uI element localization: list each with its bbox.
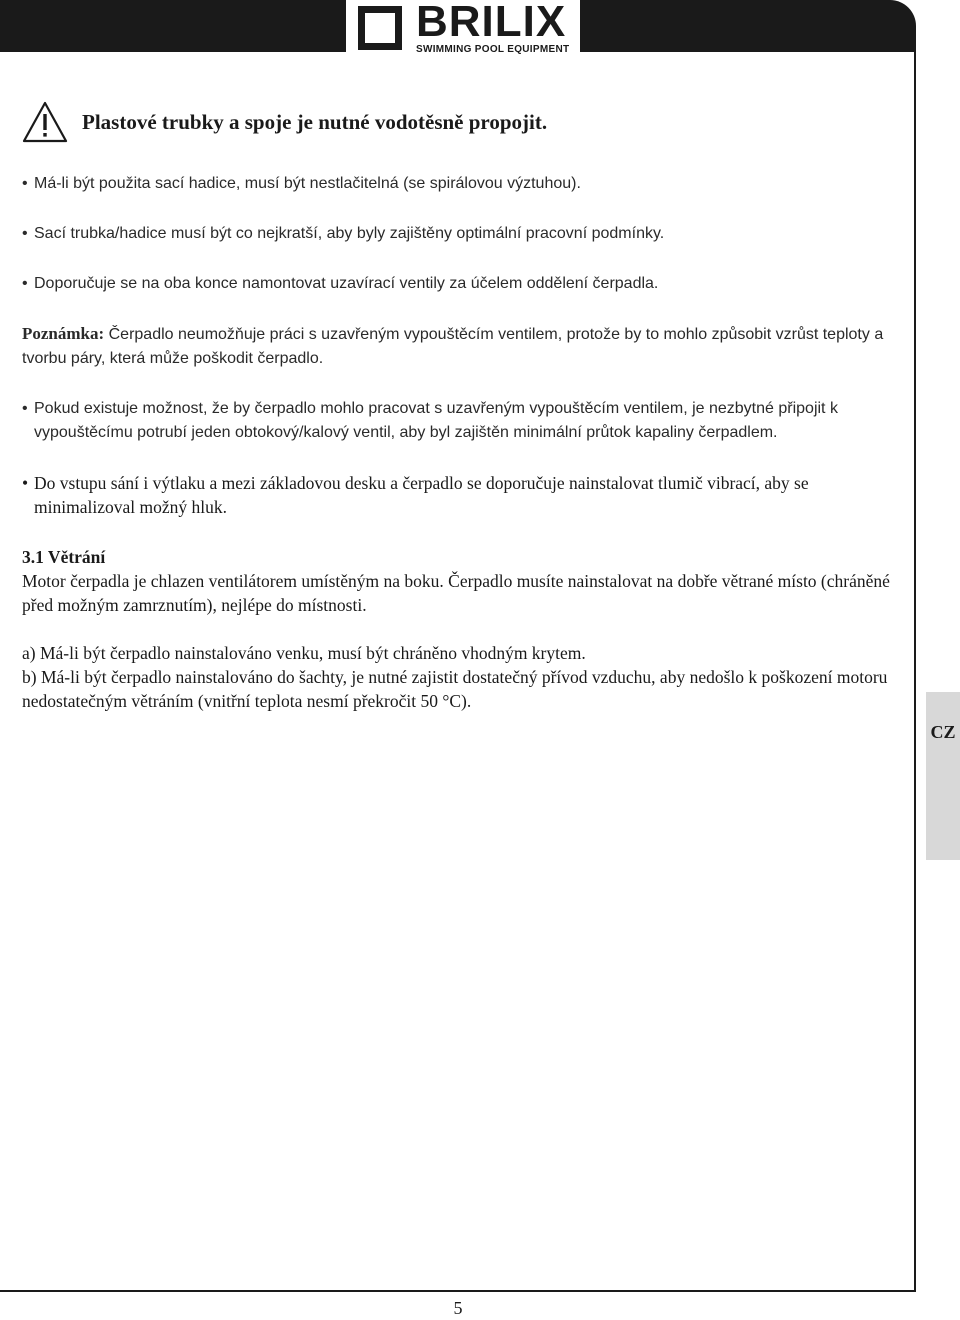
language-label: CZ [930,722,956,742]
list-item: • Sací trubka/hadice musí být co nejkratší, aby byly zajištěny optimální pracovní podmínky. [22,222,902,246]
list-item: • Doporučuje se na oba konce namontovat uzavírací ventily za účelem oddělení čerpadla. [22,272,902,296]
warning-triangle-icon [22,100,68,144]
logo-wordmark: BRILIX [416,0,567,46]
note-label: Poznámka: [22,324,105,343]
section-paragraph: Motor čerpadla je chlazen ventilátorem umístěným na boku. Čerpadlo musíte nainstalovat na dobře větrané místo (chráněné před možným zamrznutím), nejlépe do místnosti. [22,571,890,615]
brand-logo [346,0,580,62]
section-line-a: a) Má-li být čerpadlo nainstalováno venku, musí být chráněno vhodným krytem. [22,643,586,663]
list-item: • Pokud existuje možnost, že by čerpadlo mohlo pracovat s uzavřeným vypouštěcím ventilem, je nezbytné připojit k vypouštěcímu potrubí jeden obtokový/kalový ventil, aby byl zajištěn minimální průtok kapaliny čerpadlem. [22,397,902,445]
note-text: Čerpadlo neumožňuje práci s uzavřeným vypouštěcím ventilem, protože by to mohlo způsobit vzrůst teploty a tvorbu páry, která může poškodit čerpadlo. [22,326,884,367]
logo-square-icon [358,6,402,50]
page-number: 5 [453,1298,463,1318]
section-heading: 3.1 Větrání [22,547,106,567]
page-content [22,100,902,713]
language-tab [926,692,960,860]
warning-text: Plastové trubky a spoje je nutné vodotěsně propojit. [82,109,548,134]
list-item: • Má-li být použita sací hadice, musí být nestlačitelná (se spirálovou výztuhou). [22,172,902,196]
list-item: • Do vstupu sání i výtlaku a mezi základovou desku a čerpadlo se doporučuje nainstalovat tlumič vibrací, aby se minimalizoval možný hluk. [22,471,902,519]
note-paragraph [22,322,902,371]
warning-block [22,100,902,144]
section-line-b: b) Má-li být čerpadlo nainstalováno do šachty, je nutné zajistit dostatečný přívod vzduchu, aby nedošlo k poškození motoru nedostatečným větráním (vnitřní teplota nesmí překročit 50 °C). [22,667,888,711]
logo-tagline: SWIMMING POOL EQUIPMENT [416,44,570,55]
